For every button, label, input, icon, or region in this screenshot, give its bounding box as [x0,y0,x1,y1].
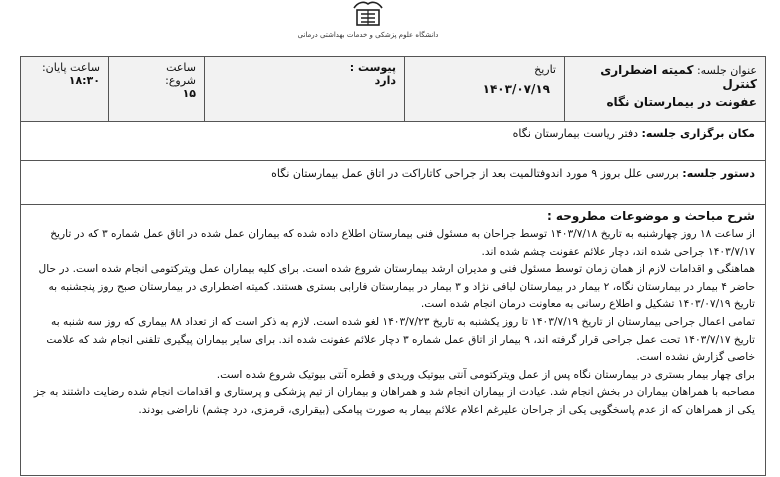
discussion-section [21,205,765,477]
attachment-label: پیوست : [349,61,396,74]
discussion-line: مصاحبه با همراهان بیماران در بخش انجام شد. عیادت از بیماران انجام شد و همراهان و بیماران از تیم پزشکی و پرستاری و اقدامات انجام شده رضایت داشتند به جز [33,386,755,399]
emblem-icon [348,0,388,30]
attachment-value: دارد [374,74,396,87]
start-time-cell [109,57,205,121]
end-value: ۱۸:۳۰ [68,74,100,87]
discussion-line: تاریخ ۱۴۰۳/۷/۱۷ تحت عمل جراحی قرار گرفته اند، ۹ بیمار از اتاق عمل شماره ۳ دچار علائم عفونت شده اند. برای سایر بیماران پیگیری تلفنی انجام شد که علامت [46,333,755,346]
agenda-row [21,161,765,205]
agenda-label: دستور جلسه: [682,167,755,180]
university-logo [297,0,439,44]
discussion-line: یکی از همراهان که از عدم پاسخگویی یکی از جراحان علیرغم اعلام علائم بیمار به صورت پیامکی (بیقراری، قرمزی، درد چشم) ناراضی بودند. [138,403,755,416]
discussion-line: هماهنگی و اقدامات لازم از همان زمان توسط مسئول فنی و مدیران ارشد بیمارستان شروع شده است. برای کلیه بیماران عمل ویترکتومی انجام شده است. در حال [38,263,755,276]
subject-label: عنوان جلسه: [696,64,757,77]
subject-value-line1: کمیته اضطراری کنترل [600,63,757,91]
date-cell [405,57,565,121]
agenda-value: بررسی علل بروز ۹ مورد اندوفتالمیت بعد از جراحی کاتاراکت در اتاق عمل بیمارستان نگاه [271,167,679,180]
start-label-2: شروع: [165,74,196,87]
discussion-line: برای چهار بیمار بستری در بیمارستان نگاه پس از عمل ویترکتومی آنتی بیوتیک وریدی و قطره آنتی بیوتیک شروع شده است. [216,368,755,381]
end-time-cell [21,57,109,121]
discussion-line: از ساعت ۱۸ روز چهارشنبه به تاریخ ۱۴۰۳/۷/۱۸ توسط جراحان به مسئول فنی بیمارستان اطلاع داده شده که بیماران عمل شده در اتاق عمل شماره ۳ که در تاریخ [50,228,755,240]
discussion-line: حاضر ۴ بیمار در بیمارستان نگاه، ۲ بیمار در بیمارستان لبافی نژاد و ۳ بیمار در بیمارستان فارابی بستری هستند. کمیته اضطراری در بیمارستان صبح روز پنجشنبه به [48,280,755,293]
date-value: ۱۴۰۳/۰۷/۱۹ [482,82,550,96]
discussion-title: شرح مباحث و موضوعات مطروحه : [546,209,755,223]
header-row [21,57,765,122]
place-label: مکان برگزاری جلسه: [641,127,755,140]
discussion-line: ۱۴۰۳/۷/۱۷ جراحی شده اند، دچار علائم عفونت چشم شده اند. [481,245,755,258]
start-value: ۱۵ [182,87,196,100]
subject-cell [565,57,765,121]
subject-value-line2: عفونت در بیمارستان نگاه [606,95,757,109]
end-label: ساعت پایان: [41,61,100,74]
start-label-1: ساعت [166,61,196,74]
place-value: دفتر ریاست بیمارستان نگاه [512,127,639,140]
discussion-line: خاصی گزارش نشده است. [636,351,755,364]
place-row [21,121,765,161]
date-label: تاریخ [534,63,556,76]
attachment-cell [205,57,405,121]
minutes-form [20,56,766,476]
discussion-line: تاریخ ۱۴۰۳/۰۷/۱۹ تشکیل و اطلاع رسانی به معاونت درمان انجام شده است. [420,298,755,311]
discussion-line: تمامی اعمال جراحی بیمارستان از تاریخ ۱۴۰۳/۷/۱۹ تا روز یکشنبه به تاریخ ۱۴۰۳/۷/۲۳ لغو شده است. لازم به ذکر است که از تعداد ۸۸ بیماری که روز سه شنبه به [51,315,755,328]
logo-caption: دانشگاه علوم پزشکی و خدمات بهداشتی درمانی [297,31,439,39]
